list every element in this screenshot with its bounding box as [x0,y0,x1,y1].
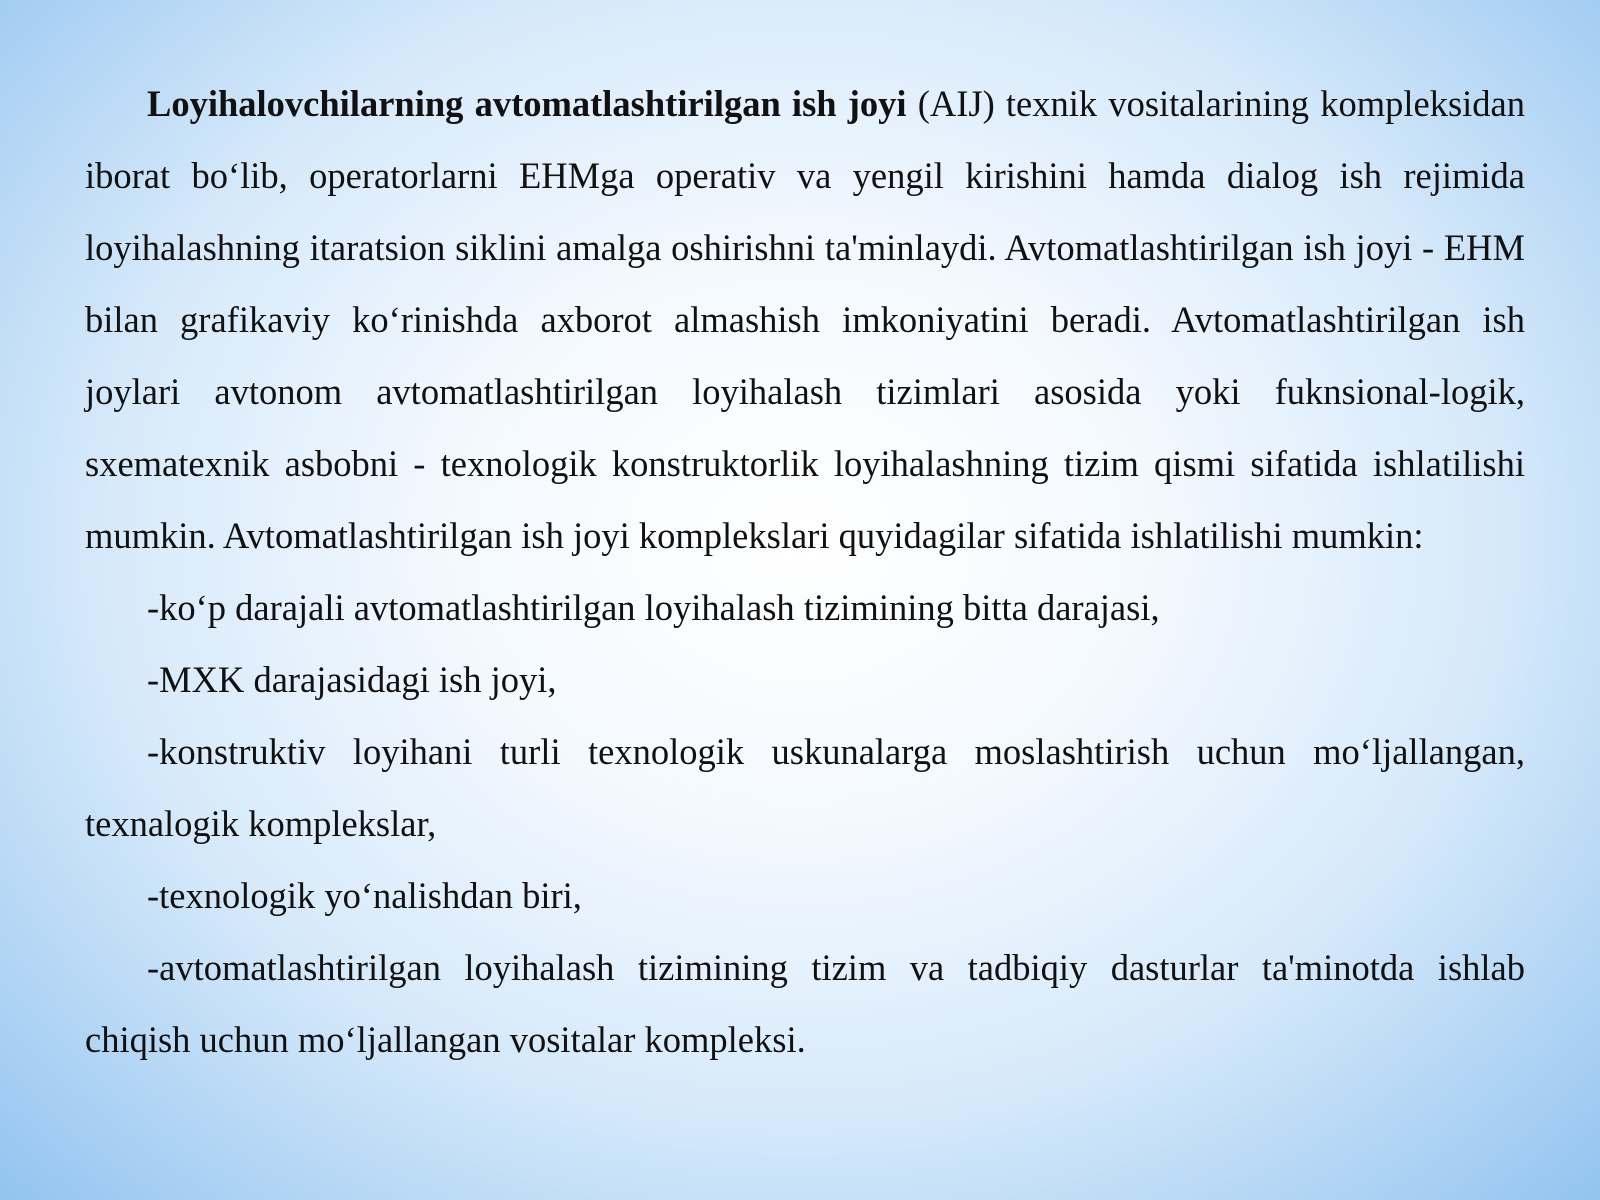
intro-paragraph-text: (AIJ) texnik vositalarining kompleksidan iborat bo‘lib, operatorlarni EHMga operativ va yengil kirishini hamda dialog ish rejimida loyihalashning itaratsion siklini amalga oshirishni ta'minlaydi. Avtomatlashtirilgan ish joyi - EHM bilan grafikaviy ko‘rinishda axborot almashish imkoniyatini beradi. Avtomatlashtirilgan ish joylari avtonom avtomatlashtirilgan loyihalash tizimlari asosida yoki fuknsional-logik, sxematexnik asbobni - texnologik konstruktorlik loyihalashning tizim qismi sifatida ishlatilishi mumkin. Avtomatlashtirilgan ish joyi komplekslari quyidagilar sifatida ishlatilishi mumkin: [85,83,1525,556]
slide-body-text [85,68,1525,1076]
list-item: -ko‘p darajali avtomatlashtirilgan loyihalash tizimining bitta darajasi, [147,587,1160,628]
list-item: -texnologik yo‘nalishdan biri, [147,875,582,916]
intro-paragraph [85,68,1525,572]
list-item: -MXK darajasidagi ish joyi, [147,659,557,700]
list-item: -avtomatlashtirilgan loyihalash tizimining tizim va tadbiqiy dasturlar ta'minotda ishlab chiqish uchun mo‘ljallangan vositalar kompleksi. [85,947,1525,1060]
bold-term: Loyihalovchilarning avtomatlashtirilgan ish joyi [147,83,907,124]
list-item: -konstruktiv loyihani turli texnologik uskunalarga moslashtirish uchun mo‘ljallangan, texnalogik komplekslar, [85,731,1525,844]
